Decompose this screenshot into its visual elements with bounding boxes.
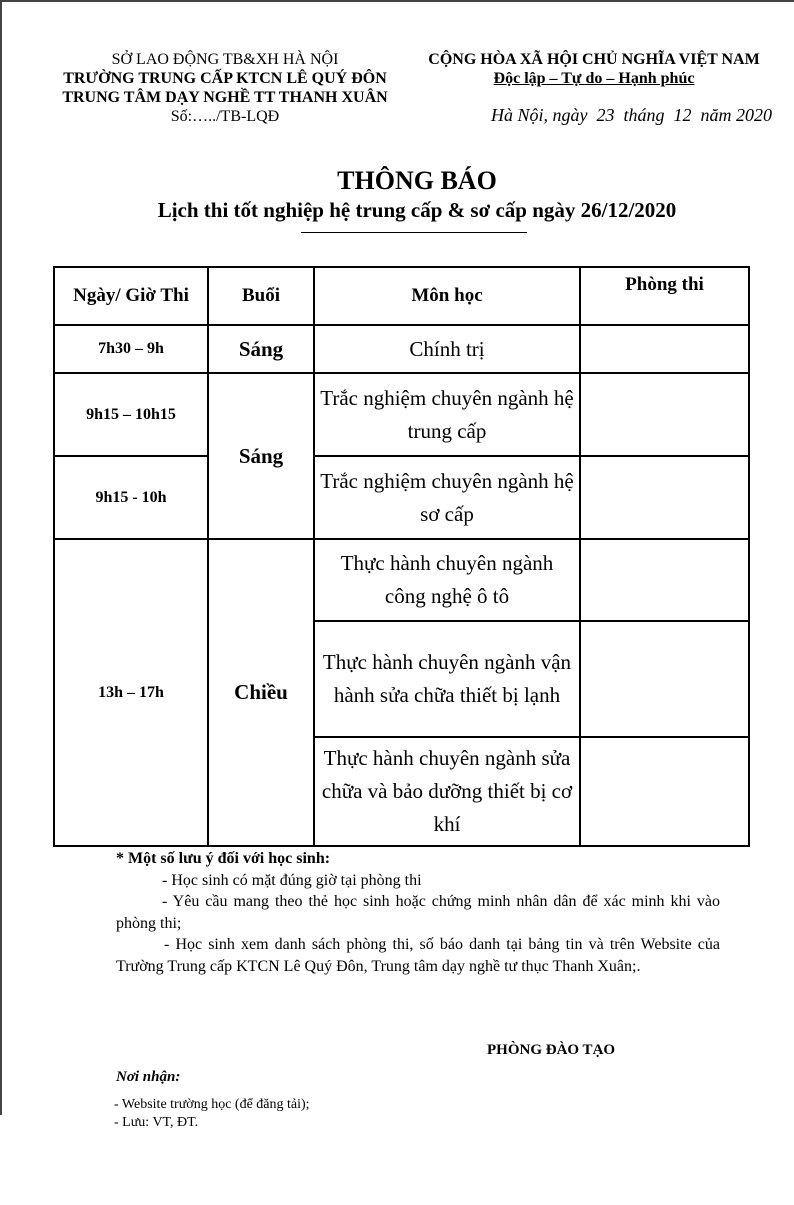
table-header-row [54,267,749,325]
subject-cell: Thực hành chuyên ngành công nghệ ô tô [314,539,580,621]
session-cell: Sáng [208,373,314,539]
notes-heading: * Một số lưu ý đối với học sinh: [116,850,331,867]
table-row [54,325,749,373]
note-item: - Học sinh có mặt đúng giờ tại phòng thi [162,871,422,889]
issuer-center: TRUNG TÂM DẠY NGHỀ TT THANH XUÂN [62,89,388,106]
subject-cell: Chính trị [314,325,580,373]
issuer-department: SỞ LAO ĐỘNG TB&XH HÀ NỘI [111,51,339,68]
national-motto: Độc lập – Tự do – Hạnh phúc [493,70,695,87]
subject-cell: Trắc nghiệm chuyên ngành hệ trung cấp [314,373,580,456]
table-row [54,373,749,456]
room-cell [580,539,749,621]
document-number: Số:…../TB-LQĐ [170,108,280,125]
room-cell [580,456,749,539]
nation-name: CỘNG HÒA XÃ HỘI CHỦ NGHĨA VIỆT NAM [428,51,760,68]
room-cell [580,325,749,373]
room-cell [580,621,749,737]
note-item: - Yêu cầu mang theo thẻ học sinh hoặc chứng minh nhân dân để xác minh khi vào phòng thi; [116,893,720,932]
issue-date: Hà Nội, ngày 23 tháng 12 năm 2020 [491,105,772,125]
room-cell [580,737,749,846]
session-cell: Sáng [208,325,314,373]
recipients-label: Nơi nhận: [116,1069,181,1085]
session-cell: Chiều [208,539,314,846]
national-header [410,50,778,88]
title-divider [301,232,527,233]
table-row [54,456,749,539]
subject-cell: Thực hành chuyên ngành vận hành sửa chữa thiết bị lạnh [314,621,580,737]
time-cell: 13h – 17h [54,539,208,846]
time-cell: 9h15 - 10h [54,456,208,539]
room-cell [580,373,749,456]
issuer-school: TRƯỜNG TRUNG CẤP KTCN LÊ QUÝ ĐÔN [63,70,387,87]
header-session: Buổi [208,267,314,325]
time-cell: 7h30 – 9h [54,325,208,373]
page-border-top [0,0,794,2]
document-title: THÔNG BÁO [337,166,497,195]
issuer-block [30,50,420,126]
signing-department: PHÒNG ĐÀO TẠO [487,1042,616,1058]
header-subject: Môn học [314,267,580,325]
time-cell: 9h15 – 10h15 [54,373,208,456]
subject-cell: Thực hành chuyên ngành sửa chữa và bảo dưỡng thiết bị cơ khí [314,737,580,846]
notes-section [116,848,720,977]
recipient-item: - Website trường học (để đăng tải); [114,1097,310,1112]
header-room: Phòng thi [580,267,749,325]
table-row [54,539,749,621]
document-subtitle: Lịch thi tốt nghiệp hệ trung cấp & sơ cấp ngày 26/12/2020 [157,198,677,222]
note-item: - Học sinh xem danh sách phòng thi, số báo danh tại bảng tin và trên Website của Trường Trung cấp KTCN Lê Quý Đôn, Trung tâm dạy nghề tư thục Thanh Xuân;. [116,936,720,975]
header-time: Ngày/ Giờ Thi [54,267,208,325]
recipient-item: - Lưu: VT, ĐT. [114,1115,199,1130]
subject-cell: Trắc nghiệm chuyên ngành hệ sơ cấp [314,456,580,539]
exam-schedule-table [53,266,750,847]
